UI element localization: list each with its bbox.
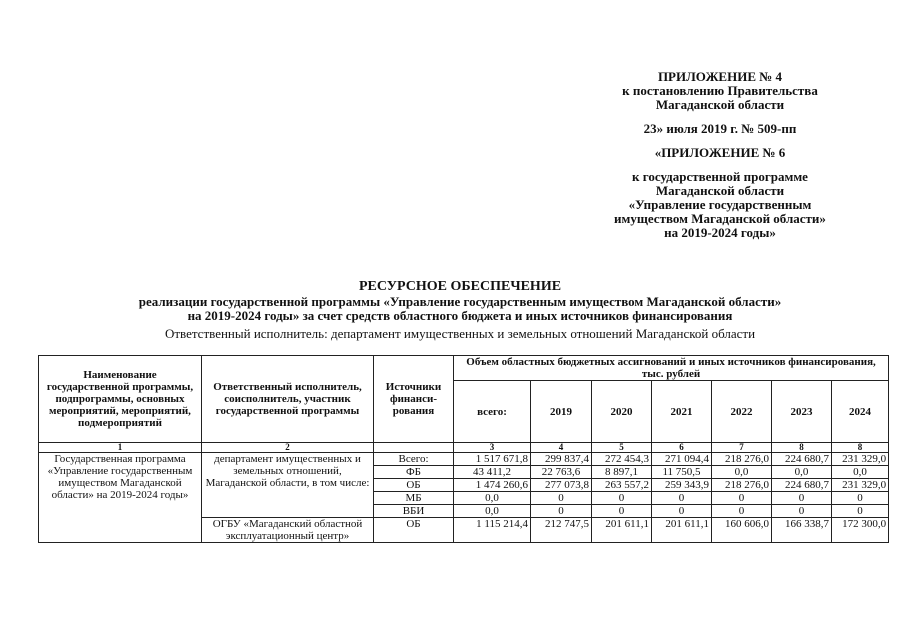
appendix-title-2: «ПРИЛОЖЕНИЕ № 6 [654, 145, 786, 160]
value-cell: 218 276,0 [712, 453, 772, 466]
header-executor: Ответственный исполнитель, соисполнитель, участник государственной программы [202, 356, 374, 443]
value-cell: 0 [592, 505, 652, 518]
value-cell: 0 [772, 505, 832, 518]
executor-cell: департамент имущественных и земельных отношений, Магаданской области, в том числе: [202, 453, 374, 518]
value-cell: 11 750,5 [652, 466, 712, 479]
appendix-line: Магаданской области [655, 97, 785, 112]
header-year: 2020 [592, 381, 652, 443]
header-year: 2021 [652, 381, 712, 443]
appendix-title: ПРИЛОЖЕНИЕ № 4 [657, 69, 783, 84]
resource-table [38, 355, 889, 543]
column-number: 4 [531, 443, 592, 453]
column-number: 3 [454, 443, 531, 453]
value-cell: 0 [832, 505, 889, 518]
header-year: 2023 [772, 381, 832, 443]
value-cell: 0 [712, 492, 772, 505]
column-number: 7 [712, 443, 772, 453]
header-program: Наименование государственной программы, подпрограммы, основных мероприятий, мероприятий, подмероприятий [39, 356, 202, 443]
value-cell: 22 763,6 [531, 466, 592, 479]
source-cell: ОБ [374, 518, 454, 543]
table-row [39, 453, 889, 466]
value-cell: 0 [652, 505, 712, 518]
appendix-line: Магаданской области [655, 183, 785, 198]
value-cell: 0,0 [832, 466, 889, 479]
value-cell: 172 300,0 [832, 518, 889, 543]
appendix-line: «Управление государственным [628, 197, 812, 212]
column-number: 6 [652, 443, 712, 453]
header-year: 2022 [712, 381, 772, 443]
value-cell: 0 [772, 492, 832, 505]
header-year: 2019 [531, 381, 592, 443]
document-heading [40, 279, 880, 342]
value-cell: 160 606,0 [712, 518, 772, 543]
executor-sub-cell: ОГБУ «Магаданский областной эксплуатационный центр» [202, 518, 374, 543]
document-subtitle: реализации государственной программы «Управление государственным имуществом Магаданской области» [138, 294, 782, 309]
column-number: 1 [39, 443, 202, 453]
total-cell: 43 411,2 [454, 466, 531, 479]
program-name-cell: Государственная программа «Управление государственным имуществом Магаданской области» на 2019-2024 годы» [39, 453, 202, 543]
document-title: РЕСУРСНОЕ ОБЕСПЕЧЕНИЕ [358, 279, 562, 294]
total-cell: 0,0 [454, 505, 531, 518]
appendix-line: к государственной программе [632, 169, 808, 184]
header-volume: Объем областных бюджетных ассигнований и иных источников финансирования, тыс. рублей [454, 356, 889, 381]
source-cell: Всего: [374, 453, 454, 466]
value-cell: 201 611,1 [652, 518, 712, 543]
value-cell: 0,0 [772, 466, 832, 479]
value-cell: 0 [531, 505, 592, 518]
value-cell: 166 338,7 [772, 518, 832, 543]
value-cell: 231 329,0 [832, 479, 889, 492]
value-cell: 0,0 [712, 466, 772, 479]
appendix-line: к постановлению Правительства [622, 83, 818, 98]
value-cell: 0 [592, 492, 652, 505]
source-cell: ВБИ [374, 505, 454, 518]
value-cell: 272 454,3 [592, 453, 652, 466]
value-cell: 224 680,7 [772, 453, 832, 466]
source-cell: ОБ [374, 479, 454, 492]
value-cell: 0 [712, 505, 772, 518]
value-cell: 0 [652, 492, 712, 505]
total-cell: 1 115 214,4 [454, 518, 531, 543]
header-year: 2024 [832, 381, 889, 443]
header-source: Источники финанси-рования [374, 356, 454, 443]
value-cell: 212 747,5 [531, 518, 592, 543]
column-number: 8 [832, 443, 889, 453]
header-total: всего: [454, 381, 531, 443]
document-subtitle: на 2019-2024 годы» за счет средств областного бюджета и иных источников финансирования [187, 308, 733, 323]
appendix-line: имуществом Магаданской области» [614, 211, 826, 226]
value-cell: 8 897,1 [592, 466, 652, 479]
value-cell: 224 680,7 [772, 479, 832, 492]
column-number: 8 [772, 443, 832, 453]
value-cell: 0 [832, 492, 889, 505]
total-cell: 1 474 260,6 [454, 479, 531, 492]
source-cell: МБ [374, 492, 454, 505]
column-number: 2 [202, 443, 374, 453]
value-cell: 299 837,4 [531, 453, 592, 466]
total-cell: 1 517 671,8 [454, 453, 531, 466]
value-cell: 277 073,8 [531, 479, 592, 492]
value-cell: 259 343,9 [652, 479, 712, 492]
value-cell: 218 276,0 [712, 479, 772, 492]
responsible-executor: Ответственный исполнитель: департамент имущественных и земельных отношений Магаданской области [164, 326, 756, 341]
column-number: 5 [592, 443, 652, 453]
value-cell: 271 094,4 [652, 453, 712, 466]
value-cell: 201 611,1 [592, 518, 652, 543]
column-number [374, 443, 454, 453]
appendix-line: на 2019-2024 годы» [664, 225, 776, 240]
source-cell: ФБ [374, 466, 454, 479]
value-cell: 0 [531, 492, 592, 505]
appendix-block [560, 70, 880, 240]
value-cell: 231 329,0 [832, 453, 889, 466]
value-cell: 263 557,2 [592, 479, 652, 492]
appendix-date: 23» июля 2019 г. № 509-пп [643, 121, 797, 136]
total-cell: 0,0 [454, 492, 531, 505]
column-number-row [39, 443, 889, 453]
